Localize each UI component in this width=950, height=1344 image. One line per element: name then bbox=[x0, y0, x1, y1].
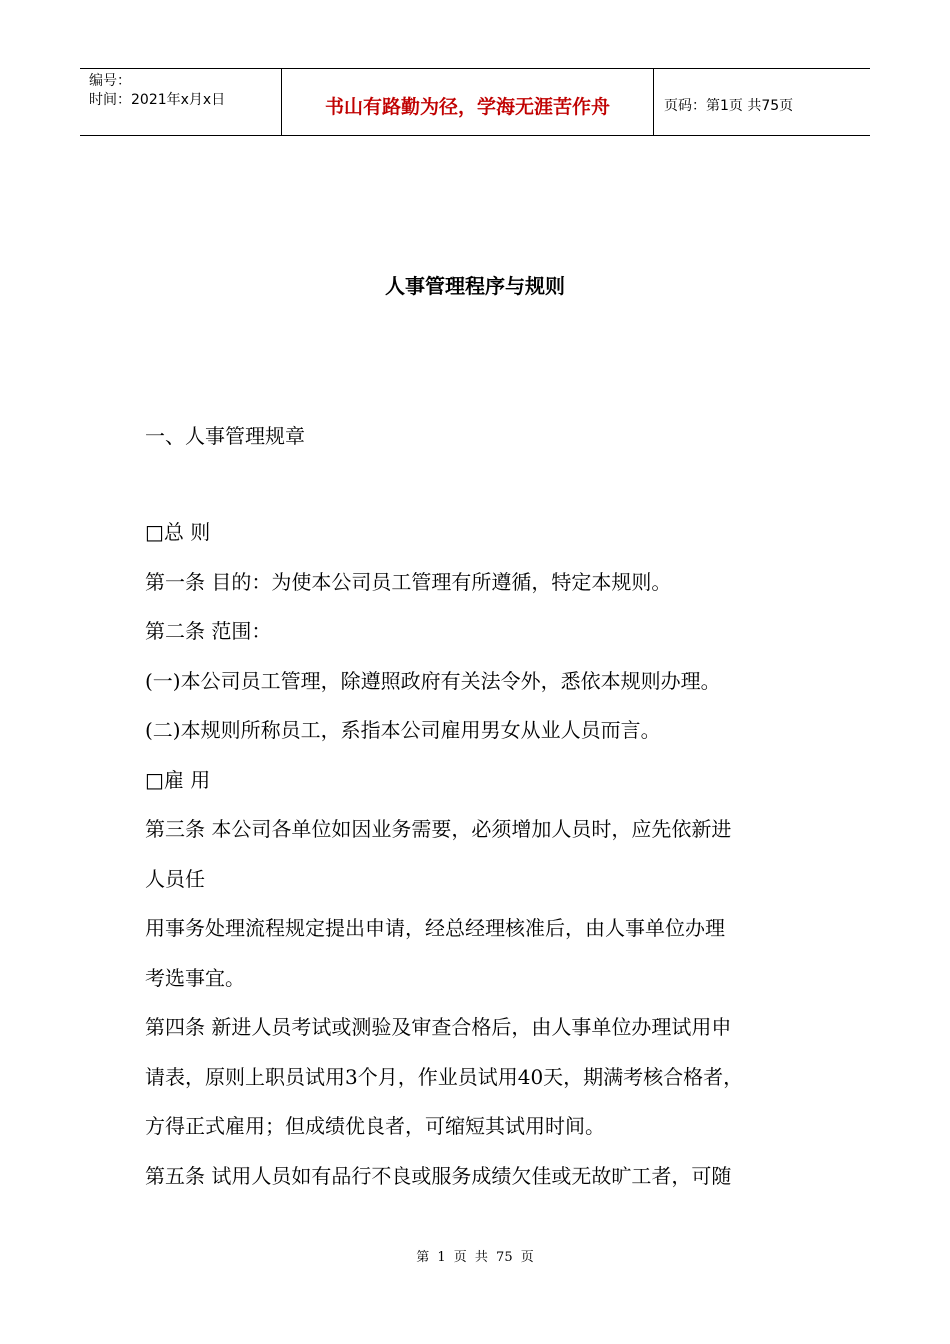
body-line: 第五条 试用人员如有品行不良或服务成绩欠佳或无故旷工者，可随 bbox=[145, 1163, 732, 1188]
body-line: 第二条 范围： bbox=[145, 619, 272, 643]
body-line: 请表，原则上职员试用3个月，作业员试用40天，期满考核合格者， bbox=[145, 1064, 744, 1089]
page-footer: 第 1 页 共 75 页 bbox=[416, 1250, 534, 1265]
body-line: 用事务处理流程规定提出申请，经总经理核准后，由人事单位办理 bbox=[145, 916, 725, 940]
body-line: 考选事宜。 bbox=[145, 965, 245, 990]
body-line: 第四条 新进人员考试或测验及审查合格后，由人事单位办理试用申 bbox=[145, 1015, 732, 1039]
section-heading: 一、人事管理规章 bbox=[145, 424, 305, 448]
page-header bbox=[80, 68, 870, 136]
body-line: 第三条 本公司各单位如因业务需要，必须增加人员时，应先依新进 bbox=[145, 817, 732, 841]
header-code-label: 编号： bbox=[89, 73, 131, 89]
header-date: 时间：2021年x月x日 bbox=[89, 92, 226, 108]
body-line: 人员任 bbox=[145, 866, 205, 891]
body-line: 方得正式雇用；但成绩优良者，可缩短其试用时间。 bbox=[145, 1114, 605, 1138]
body-line: □总 则 bbox=[145, 520, 211, 544]
document-title: 人事管理程序与规则 bbox=[385, 274, 565, 298]
body-line: (二)本规则所称员工，系指本公司雇用男女从业人员而言。 bbox=[145, 718, 661, 742]
body-line: 第一条 目的：为使本公司员工管理有所遵循，特定本规则。 bbox=[145, 569, 672, 594]
body-line: (一)本公司员工管理，除遵照政府有关法令外，悉依本规则办理。 bbox=[145, 668, 721, 693]
document-body bbox=[145, 516, 835, 1209]
header-page-info: 页码：第1页 共75页 bbox=[664, 98, 794, 114]
header-meta-cell bbox=[80, 69, 282, 135]
body-line: □雇 用 bbox=[145, 767, 211, 792]
header-motto: 书山有路勤为径，学海无涯苦作舟 bbox=[282, 69, 654, 135]
